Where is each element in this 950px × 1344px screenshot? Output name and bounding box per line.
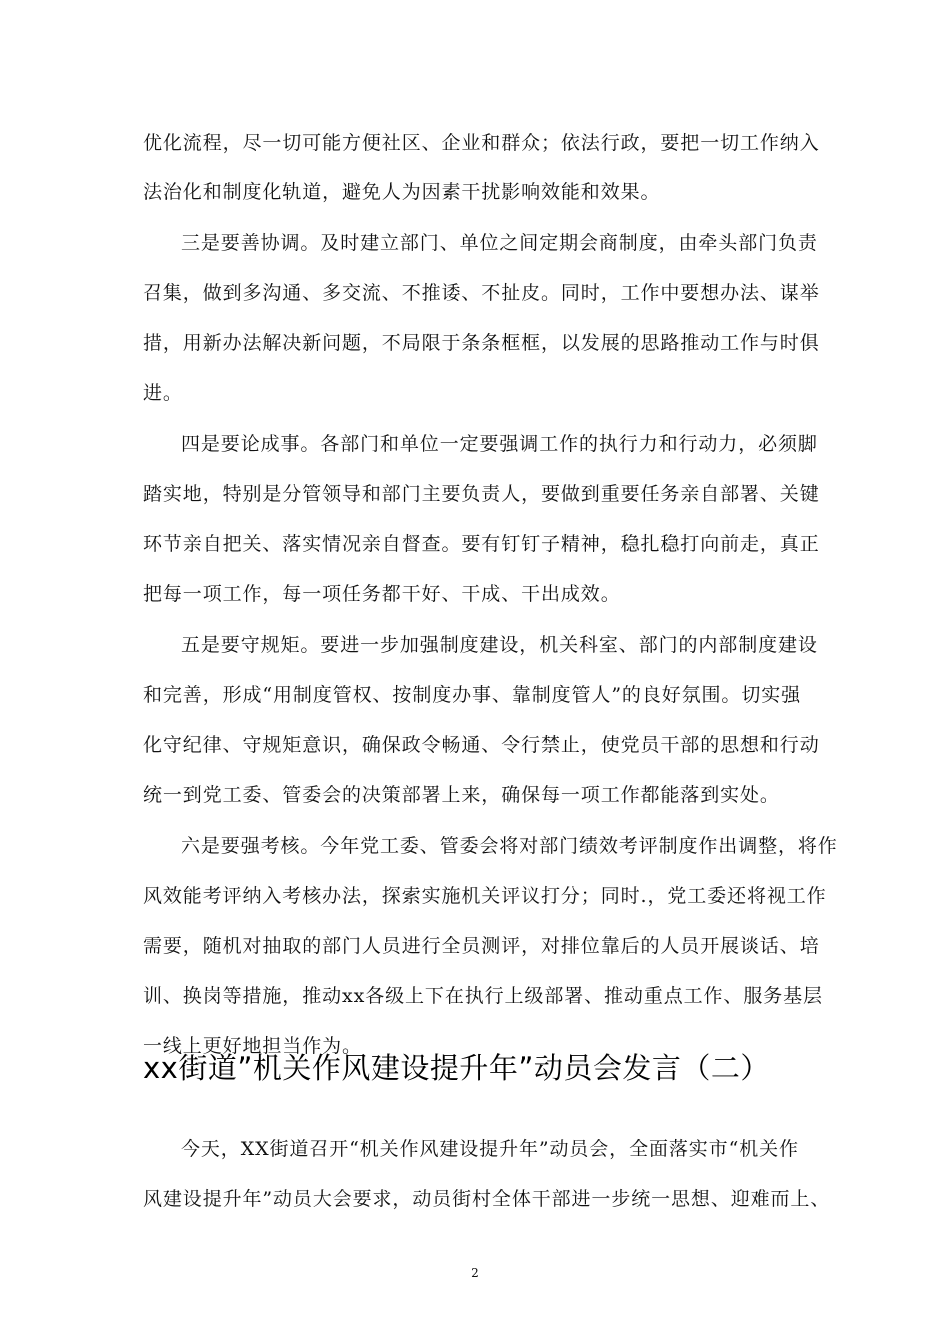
paragraph-line: 五是要守规矩。要进一步加强制度建设，机关科室、部门的内部制度建设 — [181, 634, 818, 656]
page-number: 2 — [471, 1266, 479, 1280]
paragraph-line: 进。 — [143, 382, 183, 404]
paragraph-line: 风建设提升年”动员大会要求，动员街村全体干部进一步统一思想、迎难而上、 — [143, 1188, 831, 1210]
paragraph-line: 四是要论成事。各部门和单位一定要强调工作的执行力和行动力，必须脚 — [181, 433, 818, 455]
paragraph-line: 和完善，形成“用制度管权、按制度办事、靠制度管人”的良好氛围。切实强 — [143, 684, 802, 706]
paragraph-line: 统一到党工委、管委会的决策部署上来，确保每一项工作都能落到实处。 — [143, 784, 780, 806]
paragraph-line: 训、换岗等措施，推动xx各级上下在执行上级部署、推动重点工作、服务基层 — [143, 985, 823, 1007]
paragraph-line: 把每一项工作，每一项任务都干好、干成、干出成效。 — [143, 583, 621, 605]
paragraph-line: 一线上更好地担当作为。 — [143, 1035, 362, 1057]
paragraph-line: 六是要强考核。今年党工委、管委会将对部门绩效考评制度作出调整，将作 — [181, 835, 838, 857]
paragraph-line: 召集，做到多沟通、多交流、不推诿、不扯皮。同时，工作中要想办法、谋举 — [143, 282, 820, 304]
paragraph-line: 优化流程，尽一切可能方便社区、企业和群众；依法行政，要把一切工作纳入 — [143, 132, 820, 154]
paragraph-line: 需要，随机对抽取的部门人员进行全员测评，对排位靠后的人员开展谈话、培 — [143, 935, 820, 957]
paragraph-line: 法治化和制度化轨道，避免人为因素干扰影响效能和效果。 — [143, 181, 661, 203]
paragraph-line: 措，用新办法解决新问题，不局限于条条框框，以发展的思路推动工作与时俱 — [143, 332, 820, 354]
paragraph-line: 踏实地，特别是分管领导和部门主要负责人，要做到重要任务亲自部署、关键 — [143, 483, 820, 505]
paragraph-line: 风效能考评纳入考核办法，探索实施机关评议打分；同时.，党工委还将视工作 — [143, 885, 827, 907]
paragraph-line: 三是要善协调。及时建立部门、单位之间定期会商制度，由牵头部门负责 — [181, 232, 818, 254]
paragraph-line: 今天，XX街道召开“机关作风建设提升年”动员会，全面落实市“机关作 — [181, 1138, 799, 1160]
section-heading: xx街道”机关作风建设提升年”动员会发言（二） — [143, 1051, 770, 1085]
paragraph-line: 化守纪律、守规矩意识，确保政令畅通、令行禁止，使党员干部的思想和行动 — [143, 734, 820, 756]
paragraph-line: 环节亲自把关、落实情况亲自督查。要有钉钉子精神，稳扎稳打向前走，真正 — [143, 533, 820, 555]
